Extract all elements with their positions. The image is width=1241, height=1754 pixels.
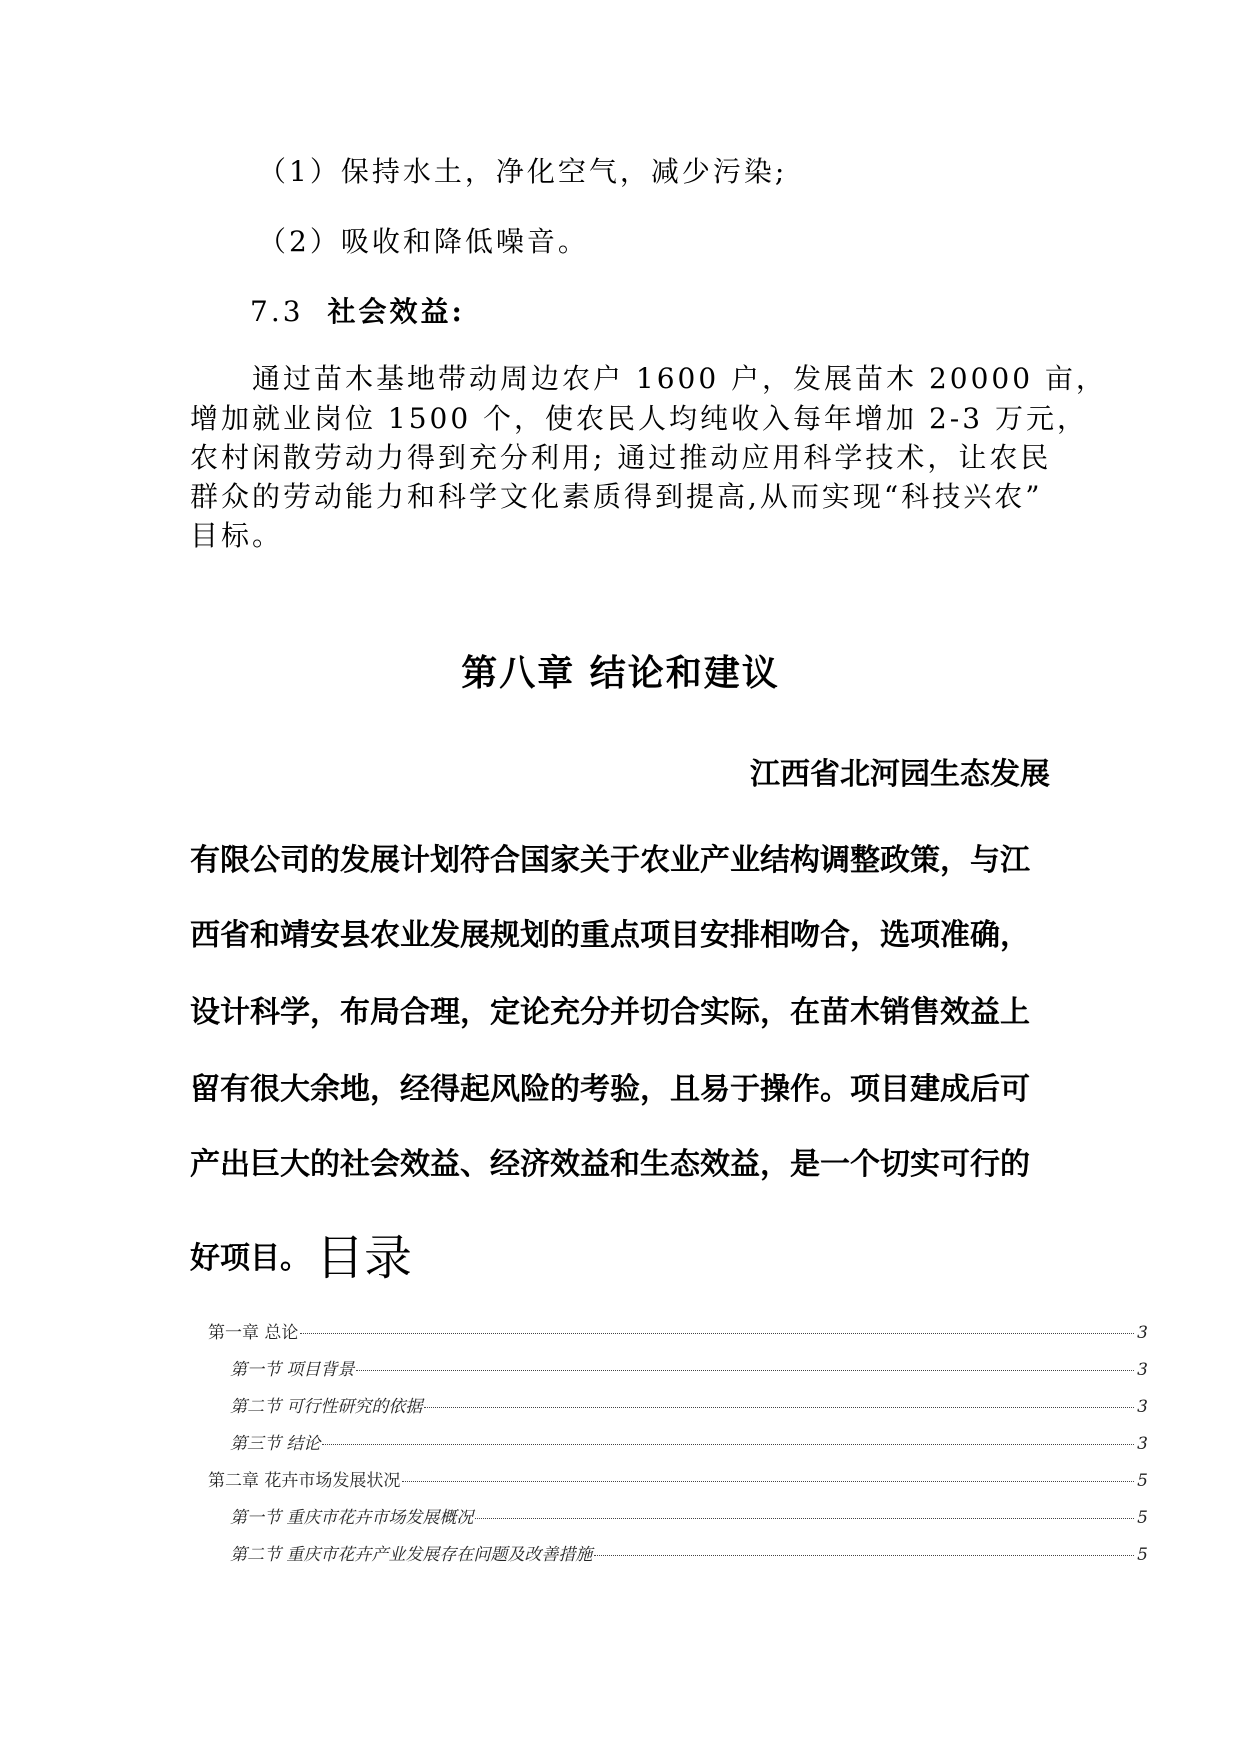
toc-page-number: 5 (1137, 1508, 1148, 1528)
paragraph-line: 群众的劳动能力和科学文化素质得到提高,从而实现“科技兴农” (190, 480, 1043, 513)
toc-entry-label: 第二节 可行性研究的依据 (230, 1397, 423, 1417)
toc-entry[interactable] (208, 1355, 1148, 1392)
toc-leader-dots (594, 1555, 1134, 1556)
toc-leader-dots (402, 1481, 1134, 1482)
toc-leader-dots (356, 1370, 1134, 1371)
toc-entry[interactable] (208, 1392, 1148, 1429)
toc-entry[interactable] (208, 1318, 1148, 1355)
conclusion-line: 设计科学，布局合理，定论充分并切合实际，在苗木销售效益上 (190, 995, 1030, 1030)
section-heading (250, 295, 465, 328)
list-item: （1）保持水土，净化空气，减少污染; (258, 155, 788, 188)
toc-page-number: 5 (1137, 1545, 1148, 1565)
paragraph-line: 增加就业岗位 1500 个，使农民人均纯收入每年增加 2-3 万元， (190, 402, 1088, 435)
section-title: 社会效益: (327, 295, 465, 328)
conclusion-line: 留有很大余地，经得起风险的考验，且易于操作。项目建成后可 (190, 1072, 1030, 1107)
toc-entry-label: 第一章 总论 (208, 1323, 299, 1343)
conclusion-line: 江西省北河园生态发展 (750, 757, 1050, 792)
toc-entry-label: 第二节 重庆市花卉产业发展存在问题及改善措施 (230, 1545, 593, 1565)
toc-leader-dots (322, 1444, 1134, 1445)
toc-leader-dots (300, 1333, 1134, 1334)
list-item: （2）吸收和降低噪音。 (258, 225, 589, 258)
toc-entry-label: 第一节 重庆市花卉市场发展概况 (230, 1508, 474, 1528)
toc-page-number: 5 (1137, 1471, 1148, 1491)
chapter-title: 第八章 结论和建议 (461, 652, 780, 694)
toc-entry[interactable] (208, 1503, 1148, 1540)
toc-page-number: 3 (1137, 1434, 1148, 1454)
toc-entry-label: 第三节 结论 (230, 1434, 321, 1454)
conclusion-line: 有限公司的发展计划符合国家关于农业产业结构调整政策，与江 (190, 843, 1030, 878)
toc-page-number: 3 (1137, 1323, 1148, 1343)
toc-leader-dots (424, 1407, 1134, 1408)
toc-page-number: 3 (1137, 1397, 1148, 1417)
paragraph-line: 目标。 (190, 519, 284, 552)
toc-leader-dots (475, 1518, 1134, 1519)
toc-entry[interactable] (208, 1540, 1148, 1577)
conclusion-line: 产出巨大的社会效益、经济效益和生态效益，是一个切实可行的 (190, 1147, 1030, 1182)
section-number: 7.3 (250, 295, 304, 328)
toc-heading: 目录 (316, 1230, 413, 1286)
toc-entry-label: 第二章 花卉市场发展状况 (208, 1471, 401, 1491)
paragraph-line: 通过苗木基地带动周边农户 1600 户，发展苗木 20000 亩， (252, 362, 1107, 395)
conclusion-last-line (190, 1228, 1050, 1286)
table-of-contents (208, 1318, 1148, 1577)
toc-entry[interactable] (208, 1429, 1148, 1466)
conclusion-line: 好项目。 (190, 1241, 310, 1276)
paragraph-line: 农村闲散劳动力得到充分利用; 通过推动应用科学技术，让农民 (190, 441, 1052, 474)
toc-page-number: 3 (1137, 1360, 1148, 1380)
toc-entry[interactable] (208, 1466, 1148, 1503)
toc-entry-label: 第一节 项目背景 (230, 1360, 355, 1380)
conclusion-line: 西省和靖安县农业发展规划的重点项目安排相吻合，选项准确， (190, 918, 1030, 953)
